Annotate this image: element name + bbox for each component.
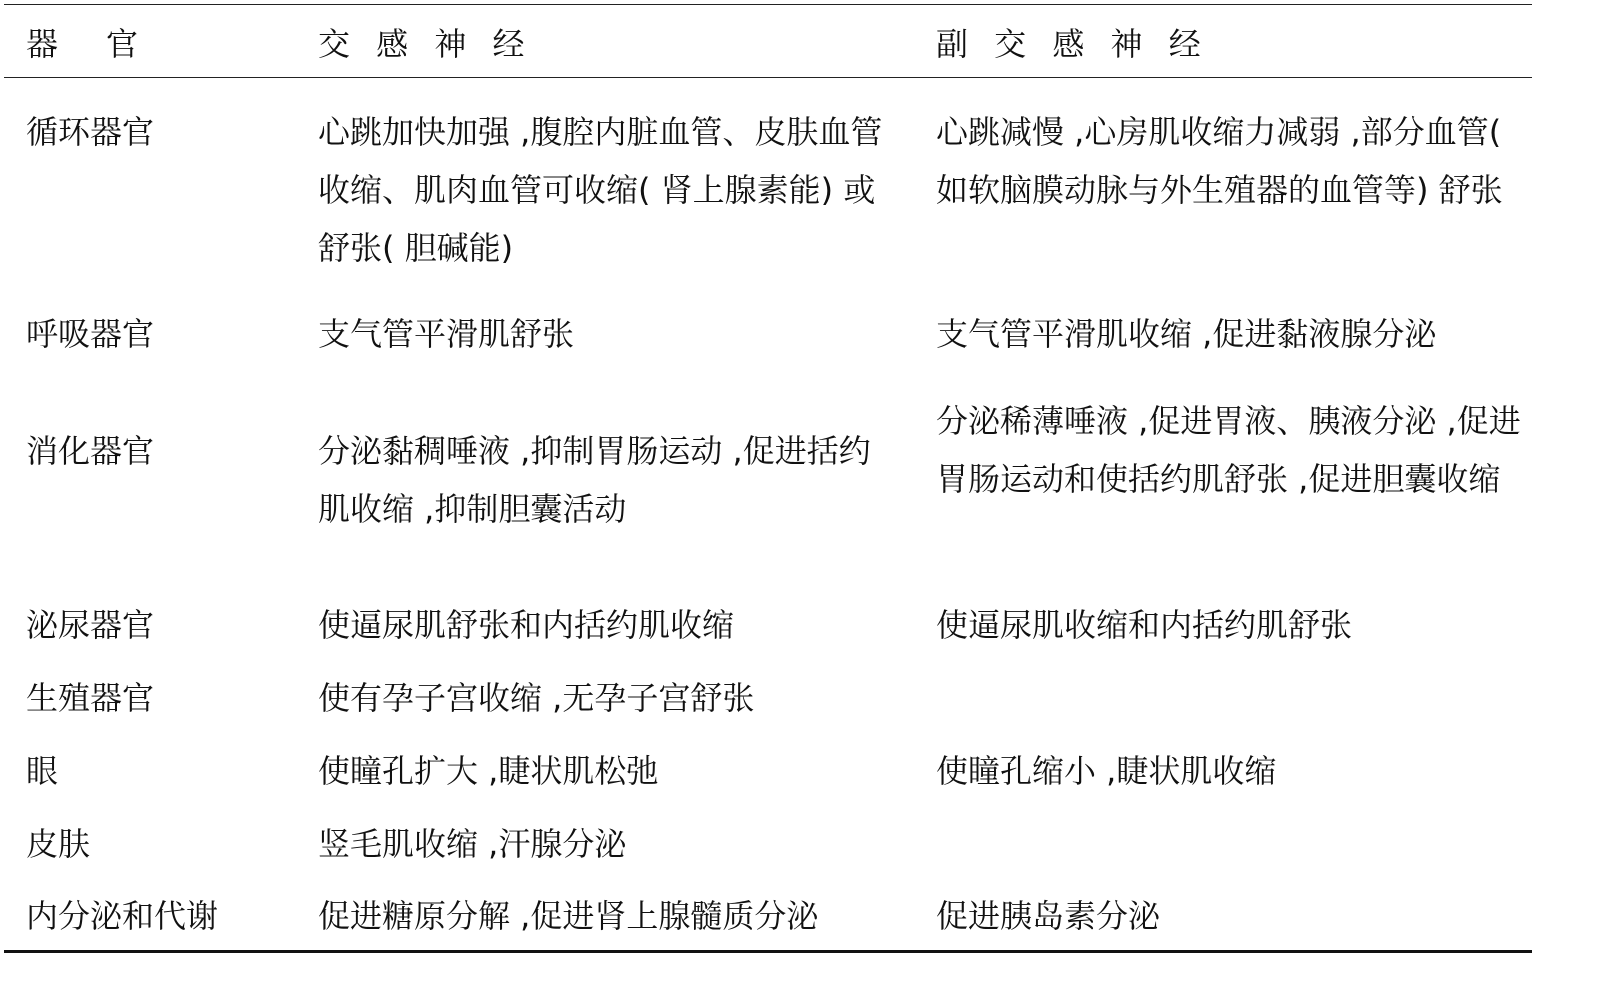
row-urinary-parasympathetic: 使逼尿肌收缩和内括约肌舒张 — [936, 606, 1353, 644]
table-top-rule — [4, 4, 1532, 5]
row-circulatory-sympathetic: 心跳加快加强 ,腹腔内脏血管、皮肤血管收缩、肌肉血管可收缩( 肾上腺素能) 或舒张( 胆碱能) — [318, 113, 883, 267]
row-skin-sympathetic: 竖毛肌收缩 ,汗腺分泌 — [318, 825, 627, 863]
table-header-rule — [4, 77, 1532, 78]
header-organ: 器 官 — [26, 25, 147, 63]
row-respiratory-sympathetic: 支气管平滑肌舒张 — [318, 315, 575, 353]
row-endocrine-sympathetic: 促进糖原分解 ,促进肾上腺髓质分泌 — [318, 897, 819, 935]
header-sympathetic: 交 感 神 经 — [318, 25, 533, 63]
row-eye-sympathetic: 使瞳孔扩大 ,睫状肌松弛 — [318, 752, 659, 790]
row-urinary-sympathetic: 使逼尿肌舒张和内括约肌收缩 — [318, 606, 735, 644]
row-digestive-sympathetic: 分泌黏稠唾液 ,抑制胃肠运动 ,促进括约肌收缩 ,抑制胆囊活动 — [318, 432, 871, 528]
row-digestive-parasympathetic: 分泌稀薄唾液 ,促进胃液、胰液分泌 ,促进胃肠运动和使括约肌舒张 ,促进胆囊收缩 — [936, 402, 1521, 498]
row-eye-organ: 眼 — [26, 752, 59, 790]
row-reproductive-organ: 生殖器官 — [26, 679, 155, 717]
header-parasympathetic: 副 交 感 神 经 — [936, 25, 1209, 63]
row-circulatory-organ: 循环器官 — [26, 113, 155, 151]
row-digestive-organ: 消化器官 — [26, 432, 155, 470]
table-bottom-rule — [4, 950, 1532, 953]
row-eye-parasympathetic: 使瞳孔缩小 ,睫状肌收缩 — [936, 752, 1277, 790]
row-circulatory-parasympathetic: 心跳减慢 ,心房肌收缩力减弱 ,部分血管( 如软脑膜动脉与外生殖器的血管等) 舒张 — [936, 113, 1503, 209]
row-respiratory-parasympathetic: 支气管平滑肌收缩 ,促进黏液腺分泌 — [936, 315, 1437, 353]
row-reproductive-sympathetic: 使有孕子宫收缩 ,无孕子宫舒张 — [318, 679, 755, 717]
row-respiratory-organ: 呼吸器官 — [26, 315, 155, 353]
row-urinary-organ: 泌尿器官 — [26, 606, 155, 644]
row-endocrine-parasympathetic: 促进胰岛素分泌 — [936, 897, 1161, 935]
row-skin-organ: 皮肤 — [26, 825, 91, 863]
row-endocrine-organ: 内分泌和代谢 — [26, 897, 219, 935]
